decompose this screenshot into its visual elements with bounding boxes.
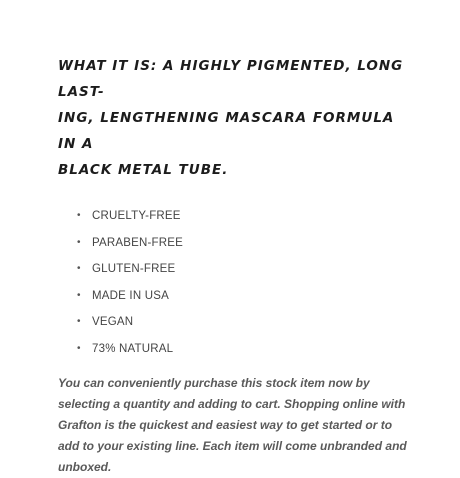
feature-label: 73% NATURAL (92, 342, 174, 355)
bullet-icon: • (77, 236, 81, 248)
heading-line: BLACK METAL TUBE. (58, 162, 229, 178)
product-description-section (58, 53, 408, 478)
bullet-icon: • (77, 263, 81, 274)
feature-item (77, 230, 408, 257)
feature-label: CRUELTY-FREE (92, 210, 181, 222)
feature-item (77, 203, 408, 230)
bullet-icon: • (77, 210, 81, 221)
bullet-icon: • (77, 316, 81, 327)
feature-label: VEGAN (92, 316, 134, 328)
bullet-icon: • (77, 289, 81, 301)
heading-line: ING, LENGTHENING MASCARA FORMULA IN A (58, 110, 395, 152)
bullet-icon: • (77, 342, 81, 354)
feature-item (77, 336, 408, 363)
feature-list (58, 203, 408, 362)
feature-label: GLUTEN-FREE (92, 263, 176, 275)
feature-item (77, 256, 408, 283)
product-heading (58, 53, 408, 183)
feature-label: MADE IN USA (92, 289, 169, 302)
feature-label: PARABEN-FREE (92, 236, 184, 249)
heading-line: WHAT IT IS: A HIGHLY PIGMENTED, LONG LAST- (58, 58, 404, 100)
feature-item (77, 309, 408, 336)
feature-item (77, 283, 408, 310)
product-description-text: You can conveniently purchase this stock item now by selecting a quantity and adding to cart. Shopping online with Grafton is the quickest and easiest way to get started or to add to your existing line. Each item will come unbranded and unboxed. (58, 376, 407, 474)
